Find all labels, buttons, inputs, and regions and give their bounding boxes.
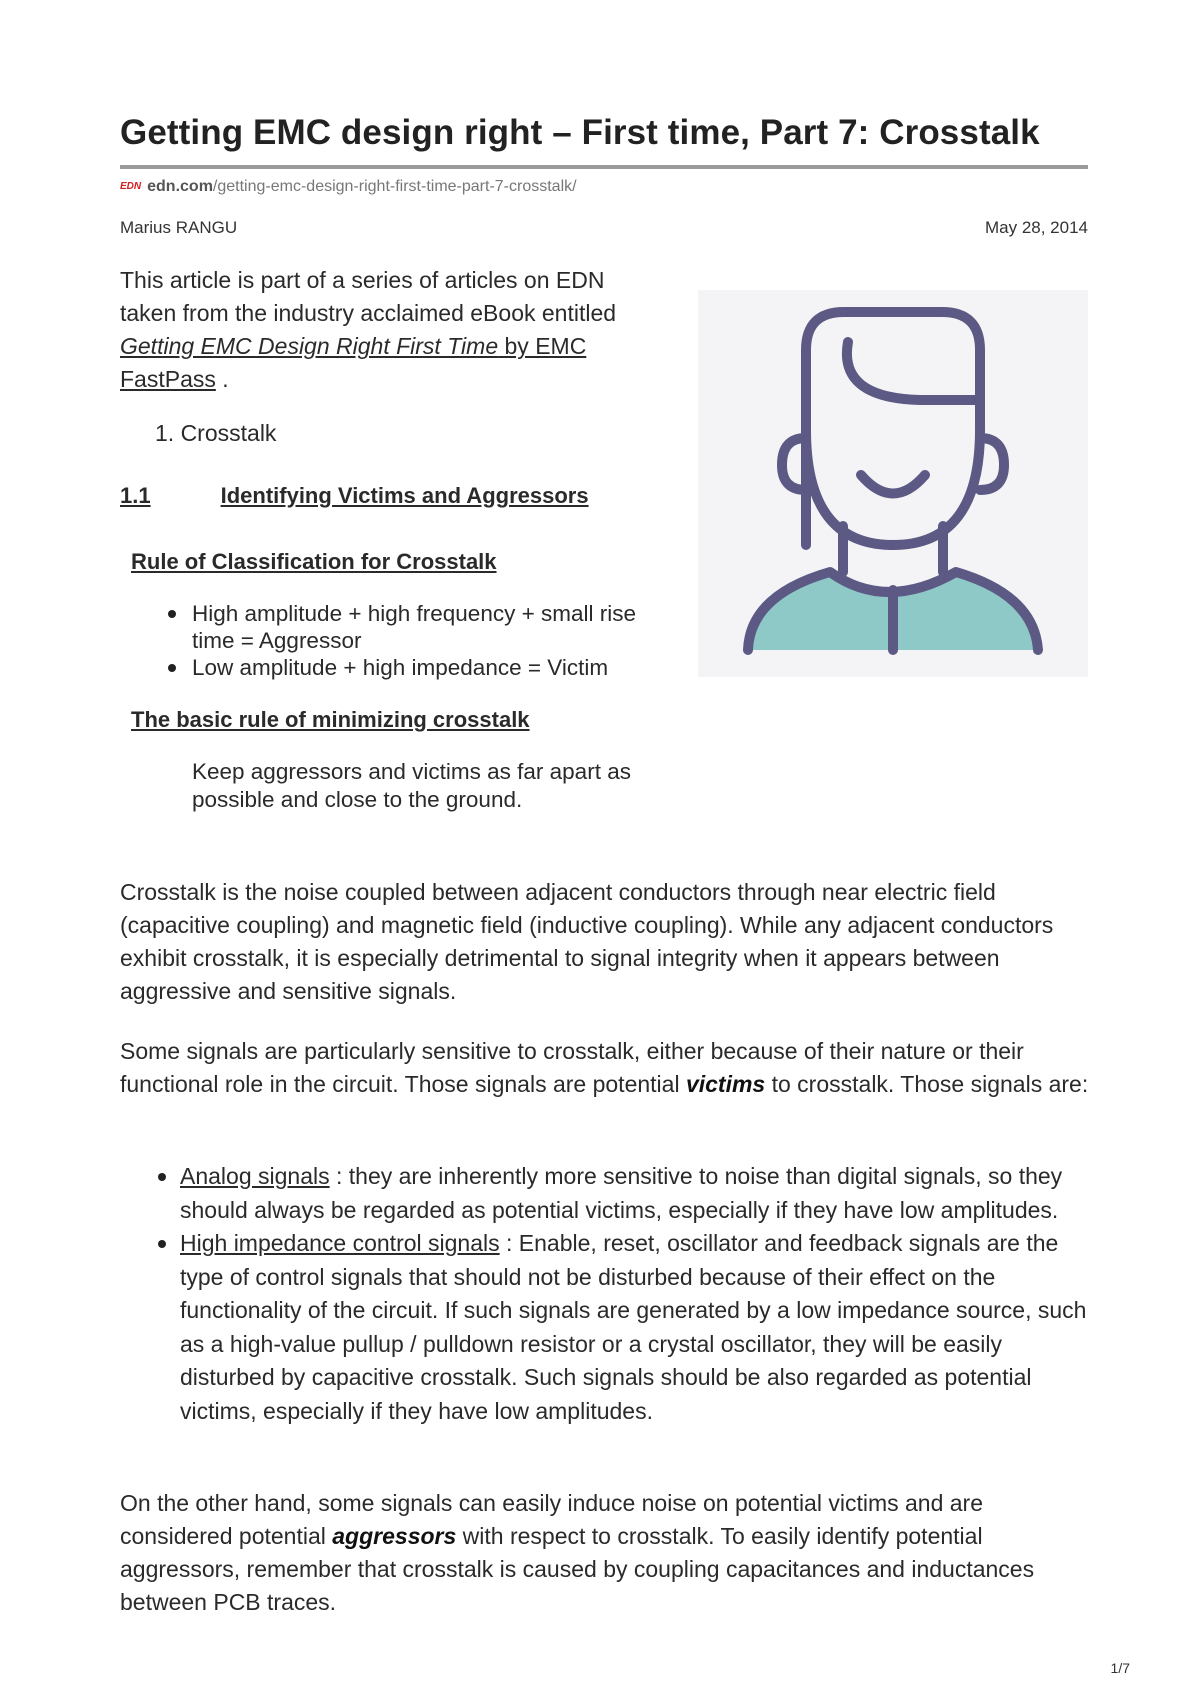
classification-heading: Rule of Classification for Crosstalk [131,549,497,574]
analog-signals-link[interactable]: Analog signals [180,1163,330,1189]
aggressors-term: aggressors [332,1523,457,1549]
p4-text: On the other hand, some signals can easily induce noise on potential victims and are considered potential [120,1490,984,1549]
person-avatar-icon [698,290,1088,677]
intro-text: This article is part of a series of articles on EDN taken from the industry acclaimed eBook entitled [120,267,617,326]
victim-signal-list [180,1160,1090,1428]
source-domain: edn.com [147,178,213,195]
classification-list [192,600,662,681]
minimizing-text: Keep aggressors and victims as far apart as possible and close to the ground. [192,759,631,812]
section-heading [120,483,589,509]
title-divider [120,165,1088,169]
victims-term: victims [685,1071,766,1097]
list-item: High amplitude + high frequency + small rise time = Aggressor [192,600,662,654]
list-item [180,1160,1090,1227]
publish-date: May 28, 2014 [984,218,1088,237]
high-impedance-link[interactable]: High impedance control signals [180,1230,500,1256]
source-url[interactable] [120,178,577,196]
paragraph-crosstalk-definition: Crosstalk is the noise coupled between adjacent conductors through near electric field (capacitive coupling) and magnetic field (inductive coupling). While any adjacent conductors exhibit crosstalk, it is especially detrimental to signal integrity when it appears between aggressive and sensitive signals. [120,879,1054,1004]
paragraph-victims [120,1035,1090,1101]
p4-end: with respect to crosstalk. To easily identify potential aggressors, remember that crosstalk is caused by coupling capacitances and inductances between PCB traces. [120,1523,1035,1615]
author-name: Marius RANGU [120,218,238,237]
source-path: /getting-emc-design-right-first-time-part-7-crosstalk/ [212,178,577,195]
intro-end: . [215,366,229,392]
list-item [180,1227,1090,1428]
intro-paragraph [120,264,660,396]
list-item-text: : Enable, reset, oscillator and feedback signals are the type of control signals that should not be disturbed because of their effect on the functionality of the circuit. If such signals are generated by a low impedance source, such as a high-value pullup / pulldown resistor or a crystal oscillator, they will be easily disturbed by capacitive crosstalk. Such signals should be also regarded as potential victims, especially if they have low amplitudes. [180,1230,1087,1424]
p2-text: Some signals are particularly sensitive to crosstalk, either because of their nature or their functional role in the circuit. Those signals are potential [120,1038,1024,1097]
list-item-text: : they are inherently more sensitive to noise than digital signals, so they should always be regarded as potential victims, especially if they have low amplitudes. [180,1163,1063,1223]
list-item: Low amplitude + high impedance = Victim [192,654,662,681]
ebook-link[interactable]: Getting EMC Design Right First Time [120,333,499,359]
section-title: Identifying Victims and Aggressors [220,483,589,508]
paragraph-aggressors [120,1487,1090,1619]
emc-fastpass-link[interactable]: by EMC FastPass [120,333,587,392]
minimizing-heading: The basic rule of minimizing crosstalk [131,707,530,732]
edn-logo-icon: EDN [120,181,142,192]
p2-end: to crosstalk. Those signals are: [765,1071,1089,1097]
avatar-illustration [698,290,1088,677]
section-number: 1.1 [120,483,151,508]
numbered-item: 1. Crosstalk [155,420,277,446]
article-title: Getting EMC design right – First time, Part 7: Crosstalk [120,113,1040,152]
page-number: 1/7 [1110,1660,1130,1676]
